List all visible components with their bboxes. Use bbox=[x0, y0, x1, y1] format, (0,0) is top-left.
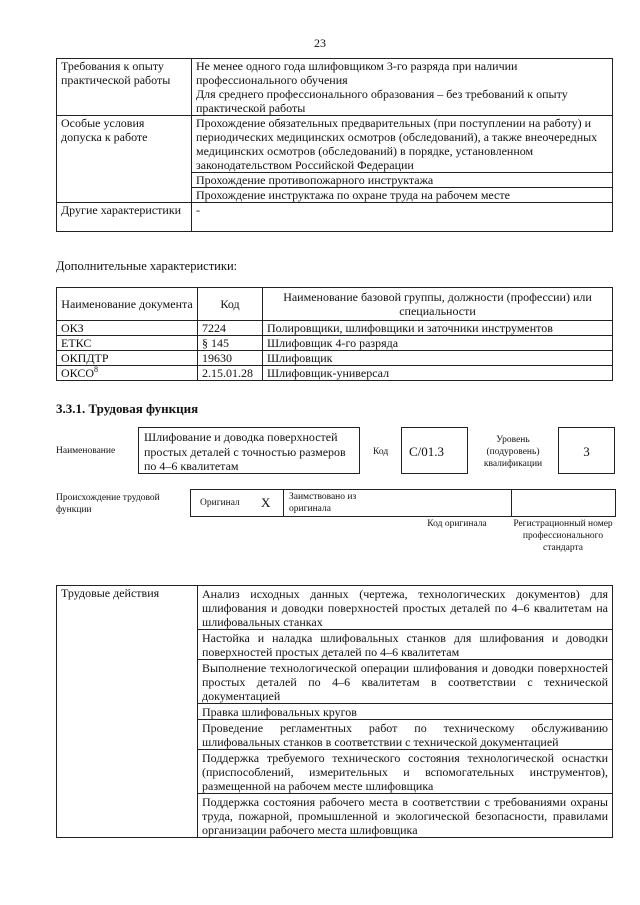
table-header-row bbox=[57, 288, 613, 321]
action-cell: Анализ исходных данных (чертежа, технологических документов) для шлифования и доводки поверхностей простых деталей по 4–6 квалитетам на шлифовальных станках bbox=[198, 586, 613, 630]
table-row bbox=[57, 336, 613, 351]
function-name-box: Шлифование и доводка поверхностей простых деталей с точностью размеров по 4–6 квалитетам bbox=[138, 427, 360, 474]
table-row bbox=[57, 116, 613, 173]
table-cell: Для среднего профессионального образования – без требований к опыту практической работы bbox=[192, 87, 613, 116]
doc-cell: ЕТКС bbox=[57, 336, 198, 351]
divider bbox=[511, 490, 512, 516]
row-label: Требования к опыту практической работы bbox=[57, 59, 192, 116]
table-row bbox=[57, 366, 613, 381]
additional-title: Дополнительные характеристики: bbox=[56, 259, 238, 273]
table-row bbox=[57, 321, 613, 336]
code-label: Код bbox=[373, 447, 389, 457]
header-name: Наименование базовой группы, должности (профессии) или специальности bbox=[263, 288, 613, 321]
page-number: 23 bbox=[314, 36, 326, 50]
table-cell: Прохождение противопожарного инструктажа bbox=[192, 173, 613, 188]
table-cell: - bbox=[192, 203, 613, 232]
table-row bbox=[57, 586, 613, 630]
action-cell: Поддержка состояния рабочего места в соответствии с требованиями охраны труда, пожарной, промышленной и экологической безопасности, правилами организации рабочего места шлифовщика bbox=[198, 794, 613, 838]
origin-code-box bbox=[403, 489, 616, 517]
code-cell: 2.15.01.28 bbox=[198, 366, 263, 381]
row-label: Другие характеристики bbox=[57, 203, 192, 232]
additional-table bbox=[56, 287, 613, 381]
original-mark: X bbox=[261, 495, 271, 510]
action-cell: Проведение регламентных работ по техническому обслуживанию шлифовальных станков в соответствии с технической документацией bbox=[198, 720, 613, 750]
table-cell: Не менее одного года шлифовщиком 3-го разряда при наличии профессионального обучения bbox=[192, 59, 613, 88]
table-row bbox=[57, 203, 613, 232]
name-cell: Шлифовщик bbox=[263, 351, 613, 366]
action-cell: Настойка и наладка шлифовальных станков для шлифования и доводки поверхностей простых деталей по 4–6 квалитетам bbox=[198, 630, 613, 660]
doc-cell bbox=[57, 366, 198, 381]
table-cell: Прохождение обязательных предварительных (при поступлении на работу) и периодических медицинских осмотров (обследований), а также внеочередных медицинских осмотров (обследований) в порядке, установленном законодательством Российской Федерации bbox=[192, 116, 613, 173]
header-code: Код bbox=[198, 288, 263, 321]
borrowed-label: Заимствовано из оригинала bbox=[289, 492, 357, 514]
code-original-label: Код оригинала bbox=[427, 519, 487, 529]
table-row bbox=[57, 351, 613, 366]
footnote-mark: 8 bbox=[94, 365, 99, 374]
code-cell: § 145 bbox=[198, 336, 263, 351]
actions-table bbox=[56, 585, 613, 838]
doc-cell: ОКЗ bbox=[57, 321, 198, 336]
name-cell: Шлифовщик-универсал bbox=[263, 366, 613, 381]
action-cell: Поддержка требуемого технического состояния технологической оснастки (приспособлений, измерительных и вспомогательных инструментов), размещенной на рабочем месте шлифовщика bbox=[198, 750, 613, 794]
actions-label: Трудовые действия bbox=[57, 586, 198, 838]
action-cell: Выполнение технологической операции шлифования и доводки поверхностей простых деталей по 4–6 квалитетам в соответствии с технической документацией bbox=[198, 660, 613, 704]
action-cell: Правка шлифовальных кругов bbox=[198, 704, 613, 720]
function-code-box: C/01.3 bbox=[401, 427, 468, 474]
row-label: Особые условия допуска к работе bbox=[57, 116, 192, 203]
name-cell: Шлифовщик 4-го разряда bbox=[263, 336, 613, 351]
registration-label: Регистрационный номер профессионального стандарта bbox=[513, 519, 613, 553]
doc-text: ОКСО bbox=[61, 366, 95, 380]
header-doc: Наименование документа bbox=[57, 288, 198, 321]
section-title: 3.3.1. Трудовая функция bbox=[56, 401, 199, 416]
origin-label: Происхождение трудовой функции bbox=[56, 493, 160, 515]
original-label: Оригинал bbox=[200, 498, 240, 508]
name-label: Наименование bbox=[56, 446, 116, 456]
divider bbox=[283, 490, 284, 516]
origin-box bbox=[190, 489, 404, 517]
table-cell: Прохождение инструктажа по охране труда на рабочем месте bbox=[192, 188, 613, 203]
code-cell: 7224 bbox=[198, 321, 263, 336]
level-label: Уровень (подуровень) квалификации bbox=[483, 435, 543, 469]
requirements-table bbox=[56, 58, 613, 232]
level-box: 3 bbox=[558, 427, 615, 474]
code-cell: 19630 bbox=[198, 351, 263, 366]
doc-cell: ОКПДТР bbox=[57, 351, 198, 366]
table-row bbox=[57, 59, 613, 88]
name-cell: Полировщики, шлифовщики и заточники инструментов bbox=[263, 321, 613, 336]
